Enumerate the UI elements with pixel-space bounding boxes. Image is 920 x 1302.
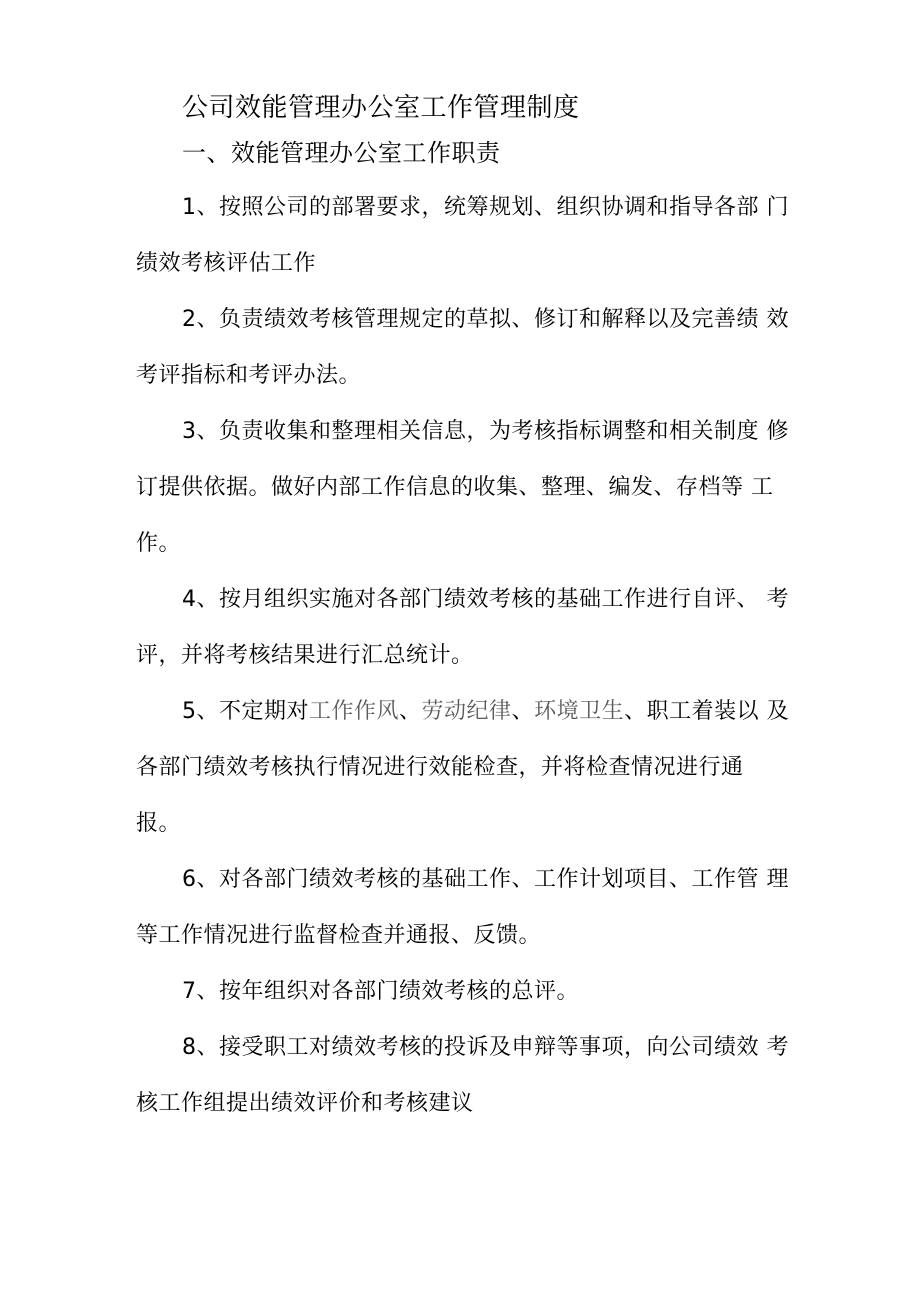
item-5-text-segment: 、职工着装以 及: [624, 699, 790, 724]
item-5-line-1: [182, 698, 789, 726]
item-6-line-2: 等工作情况进行监督检查并通报、反馈。: [136, 923, 542, 948]
item-5-highlight-work-style: 工作作风: [309, 699, 400, 724]
item-5-text-segment: 、: [399, 699, 422, 724]
item-4-line-2: 评，并将考核结果进行汇总统计。: [136, 643, 474, 668]
item-2-line-1: 2、负责绩效考核管理规定的草拟、修订和解释以及完善绩 效: [182, 307, 789, 332]
item-3-line-3: 作。: [136, 531, 182, 556]
item-8-line-2: 核工作组提出绩效评价和考核建议: [136, 1091, 474, 1116]
item-5-highlight-labor-discipline: 劳动纪律: [421, 699, 512, 724]
item-8-line-1: 8、接受职工对绩效考核的投诉及申辩等事项，向公司绩效 考: [182, 1035, 789, 1060]
item-1-line-1: 1、按照公司的部署要求，统筹规划、组织协调和指导各部 门: [182, 195, 789, 220]
item-4-line-1: 4、按月组织实施对各部门绩效考核的基础工作进行自评、 考: [182, 587, 789, 612]
item-5-highlight-environment-hygiene: 环境卫生: [534, 699, 625, 724]
item-3-line-2: 订提供依据。做好内部工作信息的收集、整理、编发、存档等 工: [136, 475, 774, 500]
item-2-line-2: 考评指标和考评办法。: [136, 363, 362, 388]
item-5-text-segment: 5、不定期对: [182, 699, 309, 724]
item-3-line-1: 3、负责收集和整理相关信息，为考核指标调整和相关制度 修: [182, 419, 789, 444]
item-5-line-2: 各部门绩效考核执行情况进行效能检查，并将检查情况进行通: [136, 755, 744, 780]
item-1-line-2: 绩效考核评估工作: [136, 251, 317, 276]
item-5-line-3: 报。: [136, 811, 182, 836]
item-7-line-1: 7、按年组织对各部门绩效考核的总评。: [182, 979, 579, 1004]
document-title: 公司效能管理办公室工作管理制度: [182, 93, 580, 123]
section-heading: 一、效能管理办公室工作职责: [182, 139, 501, 167]
item-5-text-segment: 、: [511, 699, 535, 724]
item-6-line-1: 6、对各部门绩效考核的基础工作、工作计划项目、工作管 理: [182, 867, 789, 892]
